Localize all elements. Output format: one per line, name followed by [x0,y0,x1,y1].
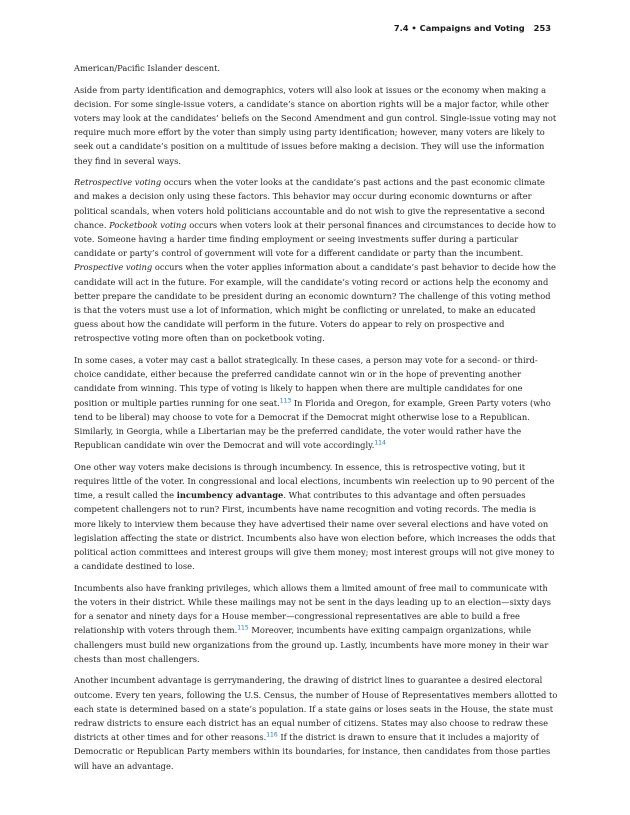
section-title: 7.4 • Campaigns and Voting [393,23,525,33]
paragraph-6 [74,581,558,666]
paragraph-text: Moreover, incumbents have exiting campaign organizations, while challengers must build new organizations from the ground up. Lastly, incumbents have more money in their war chests than most challengers. [74,625,549,664]
footnote-ref-114[interactable]: 114 [374,439,386,447]
body-text [74,61,558,780]
paragraph-text: In some cases, a voter may cast a ballot strategically. In these cases, a person may vote for a second- or third-choice candidate, either because the preferred candidate cannot win or in the hope of preventing another candidate from winning. This type of voting is likely to happen when there are multiple candidates for one position or multiple parties running for one seat. [74,355,538,408]
term-prospective-voting: Prospective voting [74,262,153,273]
paragraph-4 [74,353,558,452]
paragraph-2 [74,83,558,168]
paragraph-text: In Florida and Oregon, for example, Green Party voters (who tend to be liberal) may choose to vote for a Democrat if the Democrat might otherwise lose to a Republican. Similarly, in Georgia, while a Libertarian may be the preferred candidate, the voter would rather have the Republican candidate win over the Democrat and will vote accordingly. [74,397,551,451]
paragraph-text: Aside from party identification and demographics, voters will also look at issues or the economy when making a decision. For some single-issue voters, a candidate’s stance on abortion rights will be a major factor, while other voters may look at the candidates’ beliefs on the Second Amendment and gun control. Single-issue voting may not require much more effort by the voter than simply using party identification; however, many voters are likely to seek out a candidate’s position on a multitude of issues before making a decision. They will use the information they find in several ways. [74,84,557,166]
paragraph-3 [74,175,558,345]
paragraph-text: Another incumbent advantage is gerrymandering, the drawing of district lines to guarantee a desired electoral outcome. Every ten years, following the U.S. Census, the number of House of Representatives members allotted to each state is determined based on a state’s population. If a state gains or loses seats in the House, the state must redraw districts to ensure each district has an equal number of citizens. States may also choose to redraw these districts at other times and for other reasons. [74,675,558,743]
term-retrospective-voting: Retrospective voting [74,177,162,188]
term-incumbency-advantage: incumbency advantage [176,490,284,501]
paragraph-text: occurs when the voter looks at the candidate’s past actions and the past economic climate and makes a decision only using these factors. This behavior may occur during economic downturns or after political scandals, when voters hold politicians accountable and do not wish to give the representative a second chance. [74,177,545,230]
paragraph-text: . What contributes to this advantage and often persuades competent challengers not to run? First, incumbents have name recognition and voting records. The media is more likely to interview them because they have advertised their name over several elections and have voted on legislation affecting the state or district. Incumbents also have won election before, which increases the odds that political action committees and interest groups will give them money; most interest groups will not give money to a candidate destined to lose. [74,490,556,572]
footnote-ref-113[interactable]: 113 [279,397,292,405]
paragraph-7 [74,673,558,772]
paragraph-text: occurs when the voter applies information about a candidate’s past behavior to decide how the candidate will act in the future. For example, will the candidate’s voting record or actions help the economy and better prepare the candidate to be president during an economic downturn? The challenge of this voting method is that the voters must use a lot of information, which might be conflicting or unrelated, to make an educated guess about how the candidate will perform in the future. Voters do appear to rely on prospective and retrospective voting more often than on pocketbook voting. [74,262,556,344]
paragraph-5 [74,460,558,574]
paragraph-text: occurs when voters look at their personal finances and circumstances to decide how to vote. Someone having a harder time finding employment or seeing investments suffer during a particular candidate or party’s control of government will vote for a different candidate or party than the incumbent. [74,219,556,259]
paragraph-1 [74,61,558,75]
page-number: 253 [533,23,551,33]
paragraph-text: American/Pacific Islander descent. [74,63,221,73]
paragraph-text: If the district is drawn to ensure that it includes a majority of Democratic or Republican Party members within its boundaries, for instance, then candidates from those parties will have an advantage. [74,732,551,771]
running-head [394,23,551,33]
term-pocketbook-voting: Pocketbook voting [109,219,187,230]
footnote-ref-115[interactable]: 115 [237,624,249,632]
paragraph-text: One other way voters make decisions is through incumbency. In essence, this is retrospective voting, but it requires little of the voter. In congressional and local elections, incumbents win reelection up to 90 percent of the time, a result called the [74,461,555,501]
footnote-ref-116[interactable]: 116 [266,731,278,739]
paragraph-text: Incumbents also have franking privileges, which allows them a limited amount of free mail to communicate with the voters in their district. While these mailings may not be sent in the days leading up to an election—sixty days for a senator and ninety days for a House member—congressional representatives are able to build a free relationship with voters through them. [74,582,552,636]
